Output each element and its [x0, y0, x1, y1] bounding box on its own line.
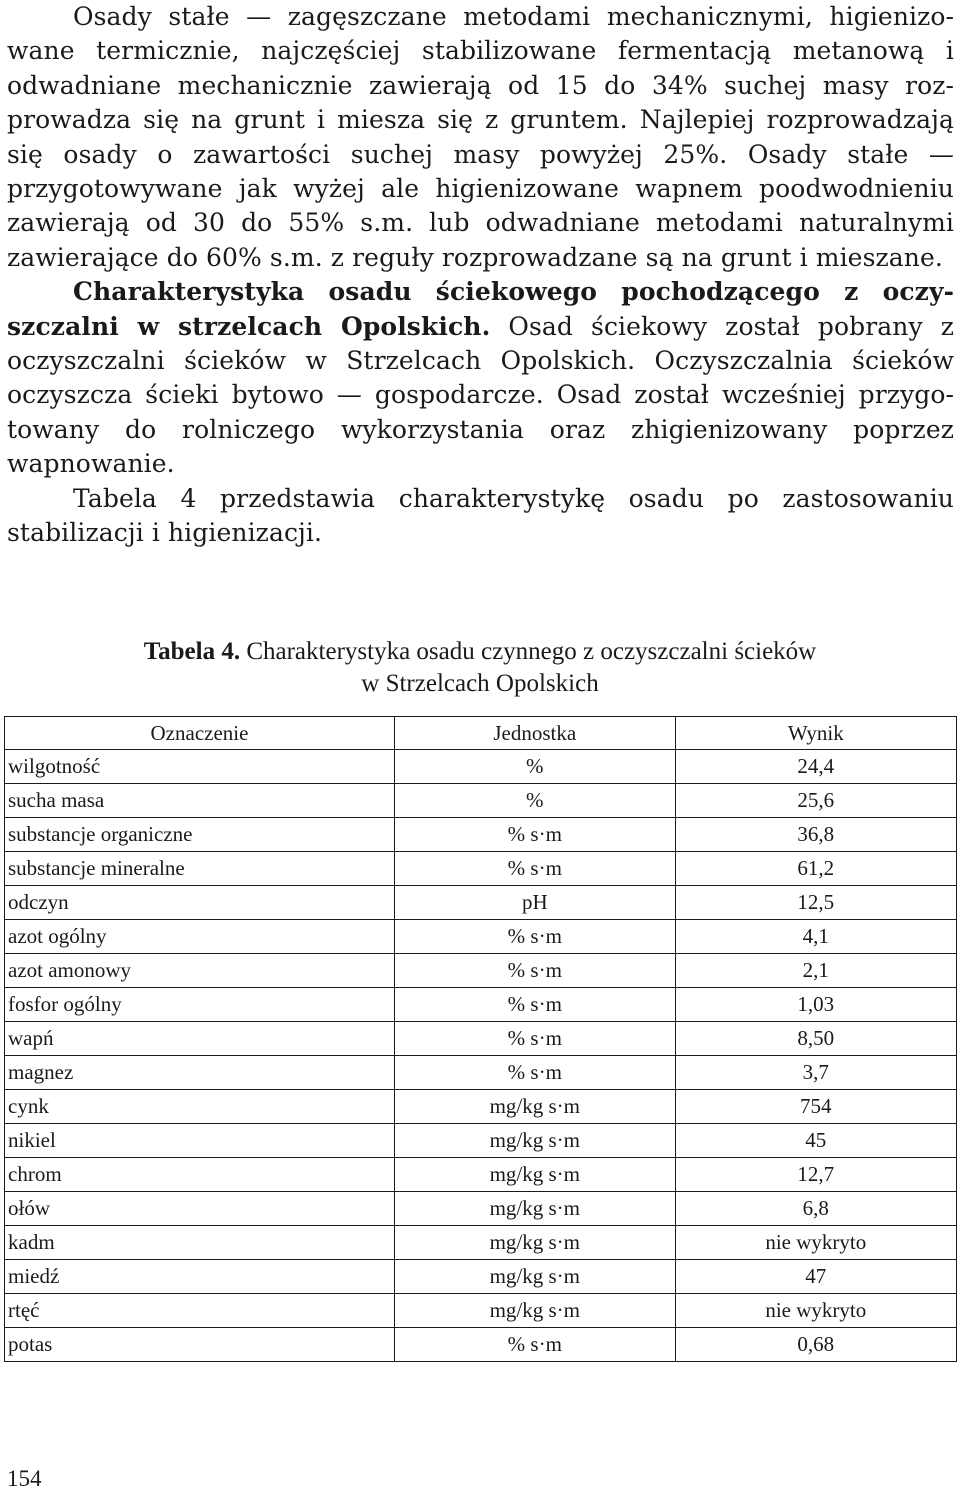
table-row — [5, 1260, 957, 1294]
cell-result: 3,7 — [675, 1056, 956, 1090]
cell-unit: mg/kg s·m — [394, 1124, 675, 1158]
table-row — [5, 920, 957, 954]
cell-unit: % s·m — [394, 954, 675, 988]
caption-title: Charakterystyka osadu czynnego z oczyszczalni ścieków — [240, 638, 817, 665]
cell-unit: % s·m — [394, 920, 675, 954]
cell-unit: % s·m — [394, 818, 675, 852]
header-unit: Jednostka — [394, 717, 675, 750]
cell-result: 1,03 — [675, 988, 956, 1022]
cell-unit: % s·m — [394, 1056, 675, 1090]
table-row — [5, 852, 957, 886]
cell-unit: % — [394, 784, 675, 818]
cell-designation: miedź — [5, 1260, 395, 1294]
cell-designation: potas — [5, 1328, 395, 1362]
table-caption — [0, 636, 960, 700]
cell-unit: mg/kg s·m — [394, 1260, 675, 1294]
cell-designation: wapń — [5, 1022, 395, 1056]
body-text — [7, 0, 954, 551]
cell-unit: % s·m — [394, 988, 675, 1022]
table-row — [5, 1192, 957, 1226]
table-row — [5, 954, 957, 988]
cell-result: 12,7 — [675, 1158, 956, 1192]
cell-unit: mg/kg s·m — [394, 1226, 675, 1260]
table-row — [5, 988, 957, 1022]
page-number: 154 — [7, 1466, 42, 1491]
paragraph-sludge-types — [7, 0, 954, 275]
cell-unit: mg/kg s·m — [394, 1158, 675, 1192]
cell-result: nie wykryto — [675, 1294, 956, 1328]
cell-designation: substancje organiczne — [5, 818, 395, 852]
cell-unit: mg/kg s·m — [394, 1192, 675, 1226]
paragraph-sludge-characteristics — [7, 275, 954, 481]
cell-designation: chrom — [5, 1158, 395, 1192]
section-heading: Charakterystyka osadu ściekowego pochodzącego z oczyszczalni w strzelcach Opolskich. — [7, 277, 954, 341]
sludge-characteristics-table — [4, 716, 957, 1362]
table-row — [5, 1328, 957, 1362]
cell-result: 6,8 — [675, 1192, 956, 1226]
cell-designation: ołów — [5, 1192, 395, 1226]
table-row — [5, 1226, 957, 1260]
cell-result: 754 — [675, 1090, 956, 1124]
cell-designation: magnez — [5, 1056, 395, 1090]
cell-designation: sucha masa — [5, 784, 395, 818]
cell-unit: % — [394, 750, 675, 784]
cell-designation: substancje mineralne — [5, 852, 395, 886]
cell-result: 24,4 — [675, 750, 956, 784]
cell-designation: kadm — [5, 1226, 395, 1260]
cell-unit: mg/kg s·m — [394, 1294, 675, 1328]
cell-result: 47 — [675, 1260, 956, 1294]
cell-result: 8,50 — [675, 1022, 956, 1056]
cell-result: nie wykryto — [675, 1226, 956, 1260]
cell-designation: azot ogólny — [5, 920, 395, 954]
table-row — [5, 818, 957, 852]
cell-unit: % s·m — [394, 852, 675, 886]
table-row — [5, 1158, 957, 1192]
cell-designation: nikiel — [5, 1124, 395, 1158]
paragraph-table-intro — [7, 482, 954, 551]
paragraph-text: Osady stałe — zagęszczane metodami mechanicznymi, higienizowane termicznie, najczęściej stabilizowane fermentacją metanową i odwadniane mechanicznie zawierają od 15 do 34% suchej masy rozprowadza się na grunt i miesza się z gruntem. Najlepiej rozprowadzają się osady o zawartości suchej masy powyżej 25%. Osady stałe — przygotowywane jak wyżej ale higienizowane wapnem poodwodnieniu zawierają od 30 do 55% s.m. lub odwadniane metodami naturalnymi zawierające do 60% s.m. z reguły rozprowadzane są na grunt i mieszane. — [7, 2, 954, 272]
cell-result: 61,2 — [675, 852, 956, 886]
table-row — [5, 784, 957, 818]
table-row — [5, 1022, 957, 1056]
table-row — [5, 1124, 957, 1158]
paragraph-text: Osad ściekowy został pobrany z oczyszczalni ścieków w Strzelcach Opolskich. Oczyszczalnia ścieków oczyszcza ścieki bytowo — gospodarcze. Osad został wcześniej przygotowany do rolniczego wykorzystania oraz zhigienizowany poprzez wapnowanie. — [7, 311, 954, 479]
cell-unit: mg/kg s·m — [394, 1090, 675, 1124]
table-row — [5, 1090, 957, 1124]
table-row — [5, 750, 957, 784]
caption-label: Tabela 4. — [143, 638, 241, 665]
table-header-row — [5, 717, 957, 750]
cell-designation: odczyn — [5, 886, 395, 920]
table-row — [5, 1294, 957, 1328]
cell-result: 36,8 — [675, 818, 956, 852]
cell-unit: % s·m — [394, 1022, 675, 1056]
cell-result: 0,68 — [675, 1328, 956, 1362]
cell-result: 25,6 — [675, 784, 956, 818]
cell-designation: cynk — [5, 1090, 395, 1124]
cell-result: 4,1 — [675, 920, 956, 954]
caption-line-1 — [0, 636, 960, 668]
cell-designation: rtęć — [5, 1294, 395, 1328]
header-designation: Oznaczenie — [5, 717, 395, 750]
cell-designation: fosfor ogólny — [5, 988, 395, 1022]
cell-designation: wilgotność — [5, 750, 395, 784]
paragraph-text: Tabela 4 przedstawia charakterystykę osadu po zastosowaniu stabilizacji i higienizacji. — [7, 483, 954, 548]
cell-unit: % s·m — [394, 1328, 675, 1362]
cell-result: 2,1 — [675, 954, 956, 988]
table-row — [5, 886, 957, 920]
cell-result: 12,5 — [675, 886, 956, 920]
cell-result: 45 — [675, 1124, 956, 1158]
table-row — [5, 1056, 957, 1090]
caption-line-2: w Strzelcach Opolskich — [361, 670, 599, 697]
cell-unit: pH — [394, 886, 675, 920]
header-result: Wynik — [675, 717, 956, 750]
cell-designation: azot amonowy — [5, 954, 395, 988]
